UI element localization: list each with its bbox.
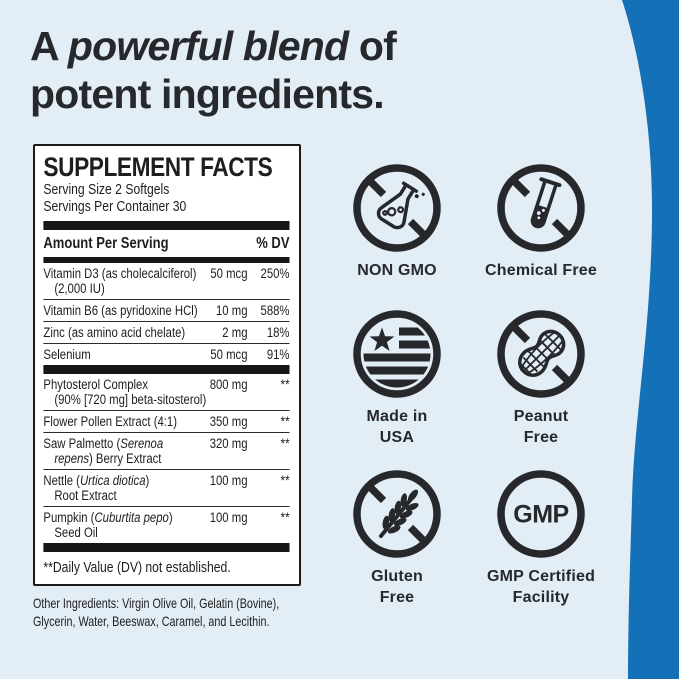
badge-gmp-certified: [479, 470, 603, 608]
serving-size: Serving Size 2 Softgels: [43, 182, 170, 198]
gmp-circle-icon: [497, 470, 585, 558]
row-daily-value: 250%: [260, 266, 290, 281]
row-ingredient: Zinc (as amino acid chelate): [43, 325, 186, 340]
row-daily-value: **: [280, 414, 290, 429]
divider-bar: [43, 543, 289, 552]
usa-flag-icon: [353, 310, 441, 398]
supplement-row: [43, 299, 289, 321]
supplement-facts-panel: [33, 144, 301, 586]
row-daily-value: **: [280, 436, 290, 451]
headline-line-1: [30, 22, 396, 70]
panel-title: SUPPLEMENT FACTS: [43, 152, 273, 182]
supplement-row: [43, 432, 289, 469]
badge-label: [479, 407, 603, 448]
row-daily-value: 588%: [260, 303, 290, 318]
badge-label: [335, 407, 459, 448]
badge-label-line: Chemical Free: [485, 262, 597, 279]
badge-chemical-free: [479, 164, 603, 282]
row-ingredient: Nettle (Urtica diotica) Root Extract: [43, 473, 150, 503]
no-test-tube-icon: [497, 164, 585, 252]
gmp-icon-text: GMP: [513, 500, 569, 529]
column-header-row: [43, 230, 289, 257]
divider-bar: [43, 365, 289, 374]
other-ingredients: Other Ingredients: Virgin Olive Oil, Gelatin (Bovine), Glycerin, Water, Beeswax, Caramel, and Lecithin.: [33, 596, 280, 629]
supplement-row: [43, 343, 289, 365]
dv-footnote: **Daily Value (DV) not established.: [43, 560, 231, 576]
row-daily-value: 91%: [266, 347, 290, 362]
badge-label-line: Free: [379, 588, 415, 606]
no-wheat-icon: [353, 470, 441, 558]
badge-non-gmo: [335, 164, 459, 282]
no-gmo-flask-icon: [353, 164, 441, 252]
row-daily-value: **: [280, 473, 290, 488]
badge-label-line: Made in: [366, 408, 428, 425]
badge-label-line: Free: [523, 428, 559, 446]
headline-line-2: potent ingredients.: [30, 71, 384, 117]
row-amount: 10 mg: [215, 303, 248, 318]
amount-per-serving-header: Amount Per Serving: [43, 235, 169, 252]
row-daily-value: **: [280, 377, 290, 392]
row-ingredient: Vitamin D3 (as cholecalciferol) (2,000 IU): [43, 266, 197, 296]
row-ingredient: Pumpkin (Cuburtita pepo) Seed Oil: [43, 510, 173, 540]
divider-bar: [43, 221, 289, 230]
row-amount: 50 mcg: [210, 266, 248, 281]
row-ingredient: Flower Pollen Extract (4:1): [43, 414, 178, 429]
badge-label: [479, 567, 603, 608]
badge-label-line: USA: [379, 428, 415, 446]
badge-label-line: NON GMO: [357, 262, 437, 279]
row-ingredient: Vitamin B6 (as pyridoxine HCl): [43, 303, 198, 318]
supplement-facts-content: [35, 146, 298, 584]
row-ingredient: Phytosterol Complex (90% [720 mg] beta-sitosterol): [43, 377, 207, 407]
badge-label: [479, 261, 603, 282]
no-peanut-icon: [497, 310, 585, 398]
badge-label: [335, 567, 459, 608]
row-daily-value: 18%: [266, 325, 290, 340]
badge-label-line: Peanut: [513, 408, 569, 425]
row-amount: 2 mg: [222, 325, 248, 340]
supplement-row: [43, 506, 289, 543]
badge-label-line: Gluten: [371, 568, 423, 585]
dv-header: % DV: [256, 235, 290, 252]
badge-label-line: Facility: [512, 588, 570, 606]
badge-label-line: GMP Certified: [486, 568, 596, 585]
headline: [30, 22, 396, 118]
headline-text: A: [30, 23, 68, 69]
badge-label: [335, 261, 459, 282]
row-amount: 320 mg: [209, 436, 248, 451]
headline-emphasis: powerful blend: [67, 23, 349, 69]
row-ingredient: Selenium: [43, 347, 91, 362]
row-amount: 50 mcg: [210, 347, 248, 362]
badge-peanut-free: [479, 310, 603, 448]
row-amount: 800 mg: [209, 377, 248, 392]
row-ingredient: Saw Palmetto (Serenoa repens) Berry Extract: [43, 436, 164, 466]
left-column: [33, 144, 301, 631]
supplement-rows: [43, 263, 289, 543]
supplement-row: [43, 469, 289, 506]
badge-made-in-usa: [335, 310, 459, 448]
row-amount: 350 mg: [209, 414, 248, 429]
headline-text: of: [348, 23, 396, 69]
row-amount: 100 mg: [209, 510, 248, 525]
servings-per-container: Servings Per Container 30: [43, 199, 187, 215]
supplement-row: [43, 410, 289, 432]
row-amount: 100 mg: [209, 473, 248, 488]
supplement-row: [43, 374, 289, 410]
badge-gluten-free: [335, 470, 459, 608]
row-daily-value: **: [280, 510, 290, 525]
supplement-row: [43, 321, 289, 343]
supplement-row: [43, 263, 289, 299]
